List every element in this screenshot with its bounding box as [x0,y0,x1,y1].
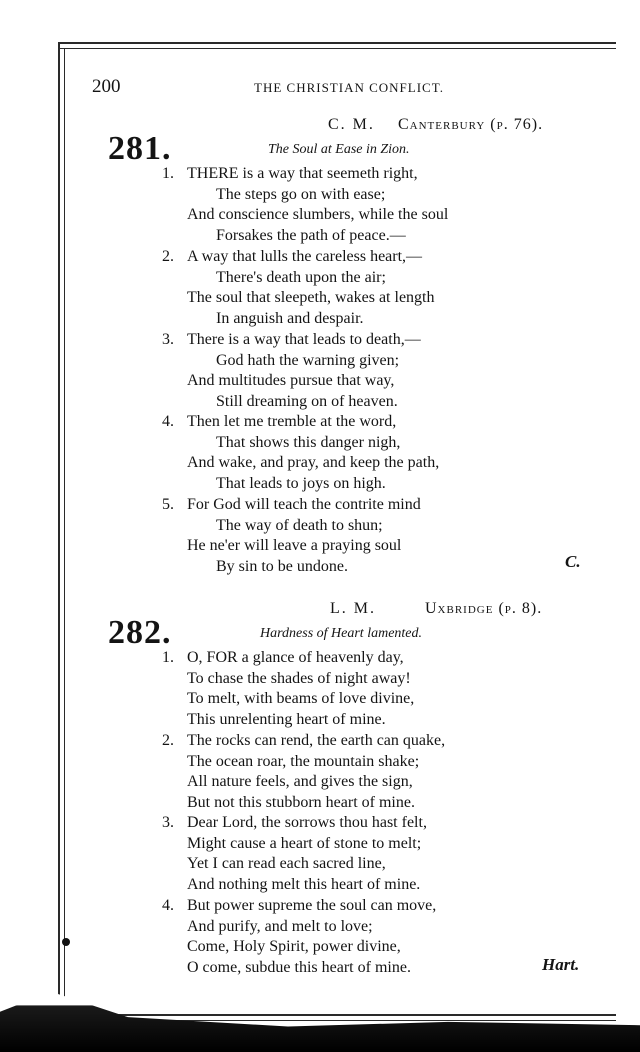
verse-line: He ne'er will leave a praying soul [187,537,402,555]
verse-line: Dear Lord, the sorrows thou hast felt, [187,814,427,831]
verse-line: But not this stubborn heart of mine. [187,793,415,811]
verse-line: The soul that sleepeth, wakes at length [187,289,435,307]
verse-number: 2. [162,248,174,265]
meter: L. M. [330,600,376,617]
verse-line: Still dreaming on of heaven. [216,392,398,410]
verse-line: And wake, and pray, and keep the path, [187,454,440,472]
verse-line: Yet I can read each sacred line, [187,855,386,873]
frame-rule-bottom [60,1014,616,1016]
verse-line: And nothing melt this heart of mine. [187,875,421,893]
verse-line: All nature feels, and gives the sign, [187,773,413,791]
verse-line: God hath the warning given; [216,351,400,369]
hymn-author: C. [565,552,581,571]
verse-line: To chase the shades of night away! [187,669,411,687]
verse-line: In anguish and despair. [216,309,364,327]
verse-line: And multitudes pursue that way, [187,372,395,390]
verse-line: A way that lulls the careless heart,— [187,248,423,265]
frame-rule-top-inner [60,48,616,49]
verse-line: Then let me tremble at the word, [187,413,397,430]
hymn-number: 282. [108,614,172,651]
ink-dot [62,938,70,946]
page-number: 200 [92,76,121,97]
verse-line: Forsakes the path of peace.— [216,226,406,244]
hymn-author: Hart. [542,955,580,974]
frame-rule-top [60,42,616,44]
verse-line: Might cause a heart of stone to melt; [187,834,422,852]
verse-number: 5. [162,496,174,513]
tune-name: Canterbury (p. 76). [398,116,544,133]
verse-line: THERE is a way that seemeth right, [187,165,418,182]
verse-line: For God will teach the contrite mind [187,496,421,513]
hymn-subtitle: The Soul at Ease in Zion. [268,142,410,157]
verse-line: O come, subdue this heart of mine. [187,958,411,976]
verse-number: 1. [162,165,174,182]
verse-line: The way of death to shun; [216,516,383,534]
verse-line: The rocks can rend, the earth can quake, [187,732,446,749]
frame-rule-left-inner [64,48,65,1008]
hymn-number: 281. [108,130,172,167]
verse-number: 2. [162,732,174,749]
verse-line: There is a way that leads to death,— [187,331,421,348]
verse-line: There's death upon the air; [216,268,386,286]
verse-number: 3. [162,331,174,348]
running-head: THE CHRISTIAN CONFLICT. [254,80,444,95]
hymn-subtitle: Hardness of Heart lamented. [260,626,423,641]
tune-name: Uxbridge (p. 8). [425,600,543,617]
verse-line: O, FOR a glance of heavenly day, [187,649,404,666]
verse-line: And conscience slumbers, while the soul [187,206,449,224]
verse-line: This unrelenting heart of mine. [187,710,386,728]
verse-line: By sin to be undone. [216,557,348,575]
verse-line: But power supreme the soul can move, [187,897,437,914]
verse-number: 4. [162,413,174,430]
page-binding-shadow [0,985,640,1052]
verse-line: And purify, and melt to love; [187,917,373,935]
verse-number: 1. [162,649,174,666]
verse-line: The ocean roar, the mountain shake; [187,752,420,770]
verse-line: That shows this danger nigh, [216,433,401,451]
verse-line: Come, Holy Spirit, power divine, [187,938,401,956]
verse-number: 4. [162,897,174,914]
frame-rule-left [58,42,60,1010]
verse-line: The steps go on with ease; [216,185,386,203]
verse-line: To melt, with beams of love divine, [187,690,415,708]
verse-line: That leads to joys on high. [216,474,386,492]
meter: C. M. [328,116,375,133]
verse-number: 3. [162,814,174,831]
